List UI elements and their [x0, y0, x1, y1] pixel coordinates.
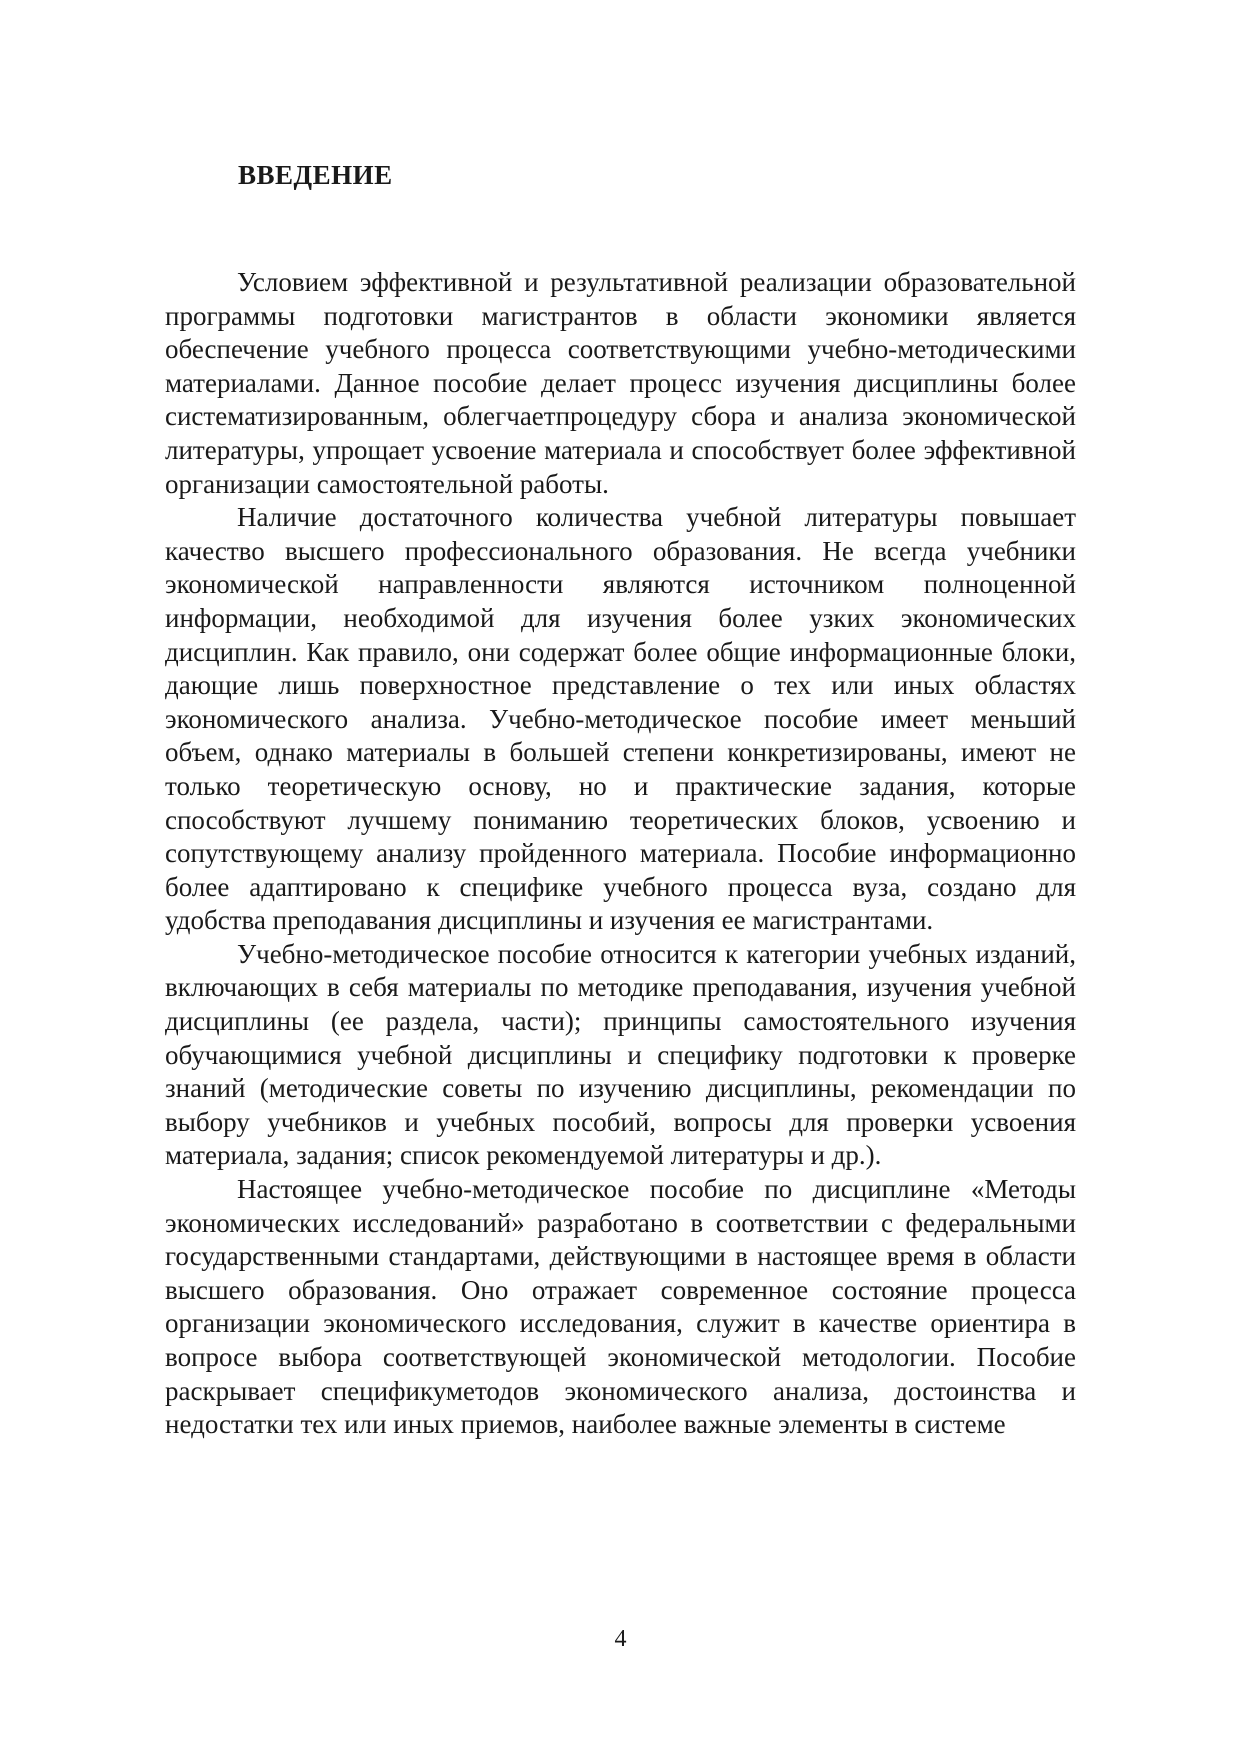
page-number: 4 [614, 1626, 627, 1652]
paragraph-1: Условием эффективной и результативной реализации образовательной программы подготовки магистрантов в области экономики является обеспечение учебного процесса соответствующими учебно-методическими материалами. Данное пособие делает процесс изучения дисциплины более систематизированным, облегчаетпроцедуру сбора и анализа экономической литературы, упрощает усвоение материала и способствует более эффективной организации самостоятельной работы. [165, 267, 1076, 499]
section-heading: ВВЕДЕНИЕ [238, 160, 393, 190]
paragraph-4: Настоящее учебно-методическое пособие по дисциплине «Методы экономических исследований» разработано в соответствии с федеральными государственными стандартами, действующими в настоящее время в области высшего образования. Оно отражает современное состояние процесса организации экономического исследования, служит в качестве ориентира в вопросе выбора соответствующей экономической методологии. Пособие раскрывает спецификуметодов экономического анализа, достоинства и недостатки тех или иных приемов, наиболее важные элементы в системе [165, 1174, 1076, 1440]
paragraph-3: Учебно-методическое пособие относится к категории учебных изданий, включающих в себя материалы по методике преподавания, изучения учебной дисциплины (ее раздела, части); принципы самостоятельного изучения обучающимися учебной дисциплины и специфику подготовки к проверке знаний (методические советы по изучению дисциплины, рекомендации по выбору учебников и учебных пособий, вопросы для проверки усвоения материала, задания; список рекомендуемой литературы и др.). [165, 938, 1076, 1171]
paragraph-2: Наличие достаточного количества учебной литературы повышает качество высшего профессионального образования. Не всегда учебники экономической направленности являются источником полноценной информации, необходимой для изучения более узких экономических дисциплин. Как правило, они содержат более общие информационные блоки, дающие лишь поверхностное представление о тех или иных областях экономического анализа. Учебно-методическое пособие имеет меньший объем, однако материалы в большей степени конкретизированы, имеют не только теоретическую основу, но и практические задания, которые способствуют лучшему пониманию теоретических блоков, усвоению и сопутствующему анализу пройденного материала. Пособие информационно более адаптировано к специфике учебного процесса вуза, создано для удобства преподавания дисциплины и изучения ее магистрантами. [165, 502, 1076, 936]
body-text [165, 266, 1076, 1442]
